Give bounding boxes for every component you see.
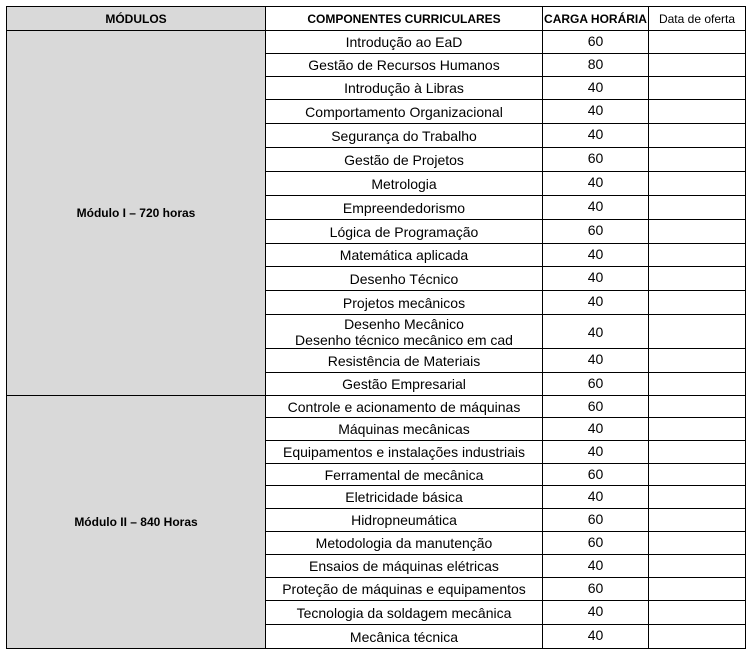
component-name: Ensaios de máquinas elétricas: [309, 558, 499, 574]
hours-cell: 40: [543, 441, 649, 464]
hours-cell: 40: [543, 100, 649, 124]
component-name: Empreendedorismo: [342, 199, 466, 216]
hours-cell: 40: [543, 267, 649, 291]
hours-cell: 60: [543, 578, 649, 601]
hours-cell: 60: [543, 31, 649, 54]
hours-cell: 40: [543, 172, 649, 196]
offer-date-cell[interactable]: [649, 220, 746, 244]
hours-cell: 60: [543, 532, 649, 555]
component-name: Projetos mecânicos: [342, 294, 466, 311]
component-name: Metodologia da manutenção: [315, 535, 493, 551]
offer-date-cell[interactable]: [649, 601, 746, 625]
component-name: Mecânica técnica: [349, 628, 459, 645]
component-name: Gestão de Recursos Humanos: [308, 57, 500, 73]
component-cell: [266, 349, 543, 373]
component-cell: [266, 267, 543, 291]
header-components: COMPONENTES CURRICULARES: [266, 7, 543, 31]
component-cell: [266, 601, 543, 625]
hours-cell: 60: [543, 148, 649, 172]
component-cell: [266, 315, 543, 349]
offer-date-cell[interactable]: [649, 148, 746, 172]
component-cell: [266, 77, 543, 100]
offer-date-cell[interactable]: [649, 509, 746, 532]
hours-cell: 40: [543, 315, 649, 349]
offer-date-cell[interactable]: [649, 486, 746, 509]
offer-date-cell[interactable]: [649, 244, 746, 267]
hours-cell: 40: [543, 196, 649, 220]
hours-cell: 40: [543, 418, 649, 441]
hours-cell: 80: [543, 54, 649, 77]
component-cell: [266, 54, 543, 77]
hours-cell: 40: [543, 349, 649, 373]
hours-cell: 40: [543, 77, 649, 100]
component-name-secondary: Desenho técnico mecânico em cad: [295, 331, 513, 348]
offer-date-cell[interactable]: [649, 291, 746, 315]
component-name: Desenho Mecânico: [344, 315, 464, 332]
offer-date-cell[interactable]: [649, 124, 746, 148]
hours-cell: 40: [543, 486, 649, 509]
offer-date-cell[interactable]: [649, 54, 746, 77]
component-name: Gestão de Projetos: [344, 151, 464, 168]
offer-date-cell[interactable]: [649, 77, 746, 100]
component-name: Desenho Técnico: [349, 270, 459, 287]
offer-date-cell[interactable]: [649, 418, 746, 441]
component-name: Segurança do Trabalho: [331, 127, 477, 144]
offer-date-cell[interactable]: [649, 464, 746, 486]
offer-date-cell[interactable]: [649, 396, 746, 418]
component-name: Lógica de Programação: [329, 223, 479, 240]
hours-cell: 40: [543, 555, 649, 578]
hours-cell: 40: [543, 291, 649, 315]
component-name: Resistência de Materiais: [327, 352, 481, 369]
component-name: Proteção de máquinas e equipamentos: [282, 581, 526, 597]
hours-cell: 60: [543, 373, 649, 396]
offer-date-cell[interactable]: [649, 441, 746, 464]
table-row: [7, 31, 746, 54]
component-cell: [266, 396, 543, 418]
offer-date-cell[interactable]: [649, 315, 746, 349]
offer-date-cell[interactable]: [649, 555, 746, 578]
component-cell: [266, 244, 543, 267]
table-row: [7, 396, 746, 418]
offer-date-cell[interactable]: [649, 532, 746, 555]
header-hours: CARGA HORÁRIA: [543, 7, 649, 31]
component-cell: [266, 196, 543, 220]
component-cell: [266, 31, 543, 54]
offer-date-cell[interactable]: [649, 625, 746, 649]
component-cell: [266, 486, 543, 509]
header-modules: MÓDULOS: [7, 7, 266, 31]
component-cell: [266, 172, 543, 196]
component-cell: [266, 441, 543, 464]
hours-cell: 60: [543, 509, 649, 532]
component-name: Hidropneumática: [351, 512, 457, 528]
curriculum-table: [6, 6, 746, 649]
offer-date-cell[interactable]: [649, 196, 746, 220]
hours-cell: 40: [543, 124, 649, 148]
offer-date-cell[interactable]: [649, 172, 746, 196]
component-cell: [266, 373, 543, 396]
hours-cell: 40: [543, 601, 649, 625]
component-name: Ferramental de mecânica: [324, 466, 484, 483]
component-name: Introdução ao EaD: [345, 34, 463, 50]
component-cell: [266, 291, 543, 315]
offer-date-cell[interactable]: [649, 578, 746, 601]
component-name: Controle e acionamento de máquinas: [287, 398, 521, 415]
component-name: Eletricidade básica: [345, 489, 463, 505]
component-name: Máquinas mecânicas: [338, 421, 470, 437]
offer-date-cell[interactable]: [649, 31, 746, 54]
hours-cell: 60: [543, 464, 649, 486]
component-cell: [266, 148, 543, 172]
module-name: Módulo II – 840 Horas: [7, 396, 266, 649]
component-name: Tecnologia da soldagem mecânica: [296, 604, 512, 621]
header-row: [7, 7, 746, 31]
component-cell: [266, 509, 543, 532]
component-cell: [266, 124, 543, 148]
component-cell: [266, 578, 543, 601]
component-name: Metrologia: [371, 175, 437, 192]
component-cell: [266, 625, 543, 649]
component-name: Gestão Empresarial: [342, 376, 466, 392]
hours-cell: 60: [543, 396, 649, 418]
offer-date-cell[interactable]: [649, 373, 746, 396]
component-name: Comportamento Organizacional: [305, 103, 503, 120]
component-cell: [266, 100, 543, 124]
offer-date-cell[interactable]: [649, 267, 746, 291]
component-cell: [266, 532, 543, 555]
component-cell: [266, 220, 543, 244]
hours-cell: 40: [543, 244, 649, 267]
hours-cell: 60: [543, 220, 649, 244]
hours-cell: 40: [543, 625, 649, 649]
component-cell: [266, 464, 543, 486]
offer-date-cell[interactable]: [649, 349, 746, 373]
header-offer: Data de oferta: [649, 7, 746, 31]
table-body: [7, 31, 746, 649]
component-name: Matemática aplicada: [339, 247, 469, 263]
offer-date-cell[interactable]: [649, 100, 746, 124]
component-name: Introdução à Libras: [344, 80, 464, 96]
component-name: Equipamentos e instalações industriais: [282, 444, 526, 460]
component-cell: [266, 418, 543, 441]
component-cell: [266, 555, 543, 578]
module-name: Módulo I – 720 horas: [7, 31, 266, 396]
